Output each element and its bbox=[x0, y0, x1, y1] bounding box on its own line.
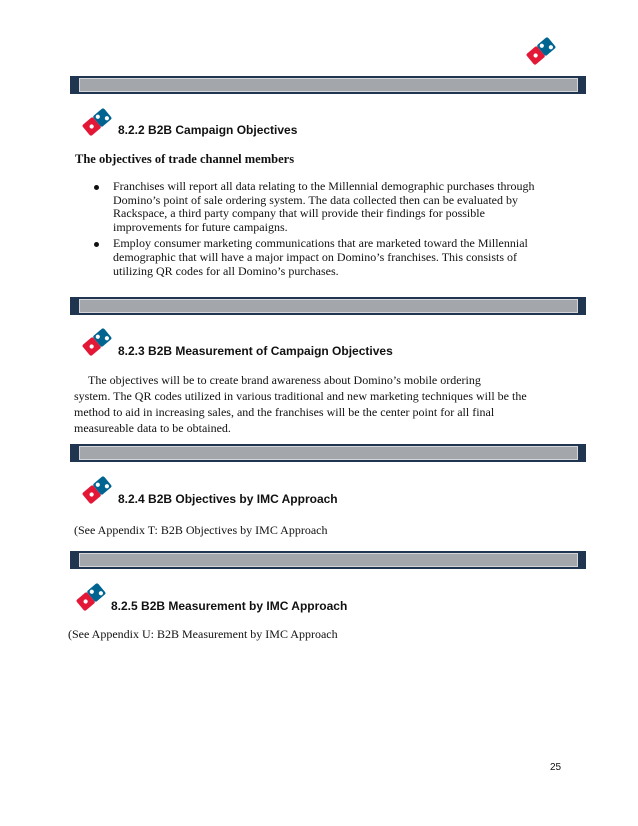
bullet-text: Employ consumer marketing communications that are marketed toward the Millennial demographic that will have a major impact on Domino’s franchises. This consists of utilizing QR codes for all Domino’s purchases. bbox=[113, 236, 528, 278]
paragraph-line: The objectives will be to create brand awareness about Domino’s mobile ordering bbox=[88, 373, 481, 387]
dominos-logo-icon bbox=[80, 475, 114, 505]
objectives-list bbox=[92, 180, 552, 281]
section-divider-bar bbox=[70, 297, 586, 315]
bullet-text: Franchises will report all data relating to the Millennial demographic purchases through Domino’s point of sale ordering system. The data collected then can be evaluated by Rackspace, a third party company that will provide their findings for possible improvements for future campaigns. bbox=[113, 179, 535, 234]
paragraph-line: system. The QR codes utilized in various traditional and new marketing techniques will be the bbox=[74, 389, 527, 403]
section-heading: 8.2.3 B2B Measurement of Campaign Objectives bbox=[118, 344, 393, 358]
appendix-reference: (See Appendix U: B2B Measurement by IMC Approach bbox=[68, 627, 338, 641]
dominos-logo-icon bbox=[524, 36, 558, 66]
list-item bbox=[92, 180, 552, 234]
section-heading: 8.2.5 B2B Measurement by IMC Approach bbox=[111, 599, 348, 613]
section-heading: 8.2.4 B2B Objectives by IMC Approach bbox=[118, 492, 338, 506]
dominos-logo-icon bbox=[74, 582, 108, 612]
section-divider-bar bbox=[70, 76, 586, 94]
dominos-logo-icon bbox=[80, 327, 114, 357]
section-heading: 8.2.2 B2B Campaign Objectives bbox=[118, 123, 298, 137]
dominos-logo-icon bbox=[80, 107, 114, 137]
page-number: 25 bbox=[550, 762, 562, 773]
section-divider-bar bbox=[70, 444, 586, 462]
section-divider-bar bbox=[70, 551, 586, 569]
section-paragraph bbox=[74, 372, 554, 436]
list-item bbox=[92, 237, 552, 278]
section-subheading: The objectives of trade channel members bbox=[75, 152, 295, 166]
paragraph-line: measureable data to be obtained. bbox=[74, 421, 231, 435]
appendix-reference: (See Appendix T: B2B Objectives by IMC Approach bbox=[74, 523, 328, 537]
paragraph-line: method to aid in increasing sales, and the franchises will be the center point for all final bbox=[74, 405, 495, 419]
